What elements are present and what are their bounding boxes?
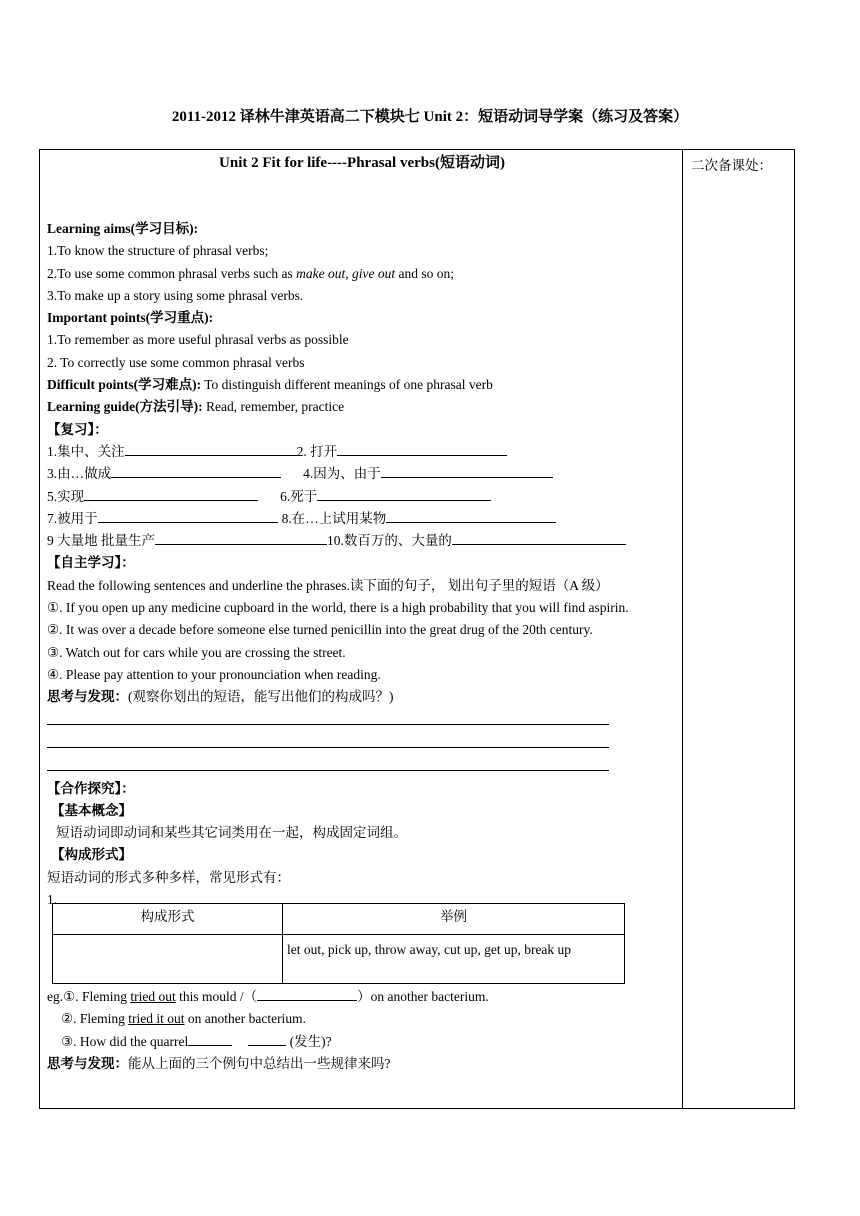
sentence-2: ②. It was over a decade before someone else turned penicillin into the great drug of the 20th century. [47,622,593,638]
review-row-5 [47,530,677,552]
think-label-2: 思考与发现： [47,1055,128,1071]
aim-item-2-phrases: make out, give out [296,265,396,281]
think-text-1: (观察你划出的短语，能写出他们的构成吗？) [128,689,394,705]
review-q10-blank[interactable] [452,530,626,545]
review-q6: 6.死于 [280,488,318,504]
concept-text: 短语动词即动词和某些其它词类用在一起，构成固定词组。 [56,825,407,841]
difficult-points [47,374,677,396]
example-1-post: ）on another bacterium. [357,989,489,1005]
side-note: 二次备课处： [691,158,772,173]
answer-line-2[interactable] [47,732,609,748]
concept-heading: 【基本概念】 [51,802,132,818]
review-row-1 [47,441,677,463]
guide-label: Learning guide(方法引导): [47,399,203,415]
example-1-pre: eg.①. Fleming [47,989,131,1005]
important-item-1: 1.To remember as more useful phrasal verbs as possible [47,332,349,348]
aim-item-2-pre: 2.To use some common phrasal verbs such as [47,265,297,281]
think-discover-2 [47,1053,677,1075]
example-2-post: on another bacterium. [184,1011,306,1027]
review-q2-blank[interactable] [337,441,507,456]
form-table-blank-cell[interactable] [53,935,283,984]
review-row-2 [47,463,677,485]
review-q8: 8.在…上试用某物 [281,510,387,526]
example-3-post: (发生)? [286,1033,332,1049]
aim-item-3: 3.To make up a story using some phrasal verbs. [47,287,304,303]
column-divider [682,150,683,1108]
review-q9: 9 大量地 批量生产 [47,533,155,549]
document-title: 2011-2012 译林牛津英语高二下模块七 Unit 2：短语动词导学案（练习及答案） [171,109,689,125]
answer-line-1[interactable] [47,709,609,725]
example-3-pre: ③. How did the quarrel [61,1033,189,1049]
review-q10: 10.数百万的、大量的 [327,533,452,549]
example-1-mid: this mould /（ [175,989,258,1005]
coop-heading: 【合作探究】： [47,780,135,796]
form-table-example-cell: let out, pick up, throw away, cut up, get up, break up [283,935,625,984]
review-row-4 [47,508,677,530]
answer-line-3[interactable] [47,755,609,771]
review-q3: 3.由…做成 [47,466,112,482]
think-discover-1 [47,686,677,708]
example-2-pre: ②. Fleming [61,1011,129,1027]
form-text: 短语动词的形式多种多样，常见形式有： [47,869,290,885]
review-q6-blank[interactable] [317,486,491,501]
review-q4: 4.因为、由于 [303,466,381,482]
difficult-text: To distinguish different meanings of one phrasal verb [201,377,493,393]
learning-guide [47,396,677,418]
form-number: 1. [47,892,58,908]
sentence-1: ①. If you open up any medicine cupboard in the world, there is a high probability that you will find aspirin. [47,600,629,616]
example-3-blank-2[interactable] [248,1031,286,1046]
think-text-2: 能从上面的三个例句中总结出一些规律来吗? [128,1055,391,1071]
aims-heading: Learning aims(学习目标): [47,221,199,236]
review-q4-blank[interactable] [381,463,553,478]
example-1-blank[interactable] [257,986,357,1001]
think-label-1: 思考与发现： [47,689,128,705]
example-2 [47,1008,677,1030]
aim-item-1: 1.To know the structure of phrasal verbs; [47,243,269,259]
review-q7: 7.被用于 [47,510,98,526]
form-table-header-example: 举例 [283,904,625,935]
example-3 [47,1031,677,1053]
review-q1-blank[interactable] [125,441,297,456]
main-column [47,150,677,1108]
self-study-heading: 【自主学习】： [47,555,135,571]
sentence-4: ④. Please pay attention to your pronounciation when reading. [47,666,381,682]
review-q5: 5.实现 [47,488,85,504]
review-q9-blank[interactable] [155,530,327,545]
important-item-2: 2. To correctly use some common phrasal verbs [47,354,305,370]
example-1-phrase: tried out [130,989,176,1005]
form-blank-line [101,983,251,984]
guide-text: Read, remember, practice [202,399,345,415]
review-q5-blank[interactable] [84,486,258,501]
review-row-3 [47,486,677,508]
review-heading: 【复习】： [47,421,108,437]
aim-item-2-post: and so on; [395,265,454,281]
lesson-table [39,149,795,1109]
unit-title: Unit 2 Fit for life----Phrasal verbs(短语动词) [219,155,505,171]
review-q2: 2. 打开 [296,443,338,459]
form-table-header-form: 构成形式 [53,904,283,935]
form-heading: 【构成形式】 [51,847,132,863]
example-2-phrase: tried it out [128,1011,185,1027]
form-table [52,903,625,984]
review-q3-blank[interactable] [111,463,281,478]
important-heading: Important points(学习重点): [47,310,214,326]
review-q7-blank[interactable] [98,508,278,523]
review-q8-blank[interactable] [386,508,556,523]
aim-item-2 [47,263,677,285]
sentence-3: ③. Watch out for cars while you are crossing the street. [47,644,346,660]
example-3-blank-1[interactable] [188,1031,232,1046]
review-q1: 1.集中、关注 [47,443,125,459]
difficult-label: Difficult points(学习难点): [47,377,202,393]
self-study-instruction: Read the following sentences and underline the phrases.读下面的句子， 划出句子里的短语（A 级） [47,577,609,593]
example-1 [47,986,677,1008]
